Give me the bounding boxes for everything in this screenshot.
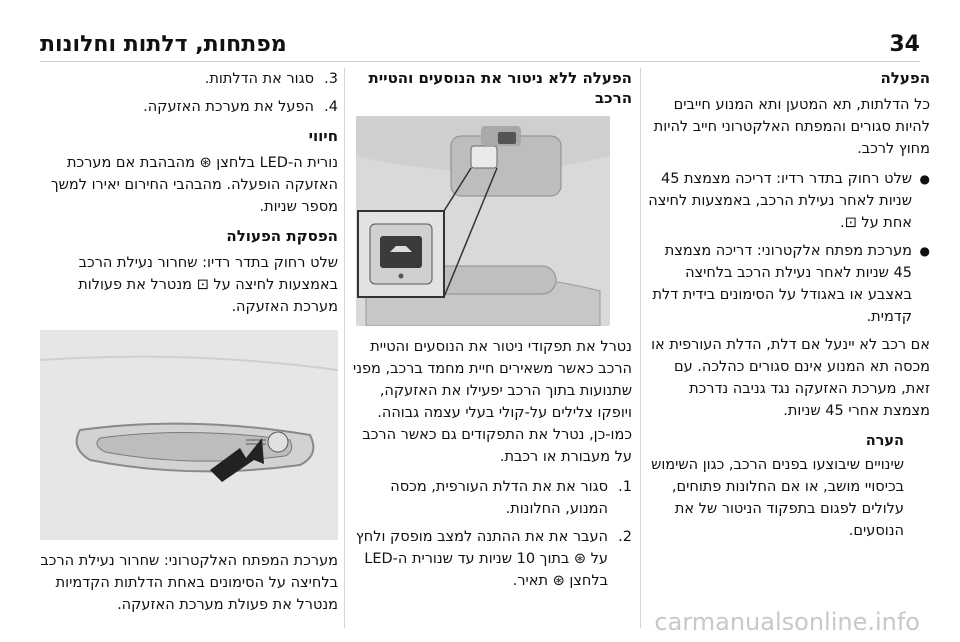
left-column [40, 68, 338, 624]
watermark: carmanualsonline.info [654, 608, 920, 636]
step-item [40, 96, 338, 118]
paragraph: נורית ה-LED בלחצן ⊛ מהבהבת אם מערכת האזעקה הופעלה. מהבהבי החירום יאירו למשך מספר שניות. [50, 155, 338, 215]
column-divider [344, 68, 345, 628]
bullet-list [648, 168, 930, 328]
step-number: 4. [324, 99, 338, 115]
section-title: הפעלה ללא ניטור את הנוסעים והטיית הרכב [368, 69, 632, 107]
bullet-item: ● שלט רחוק בתדר רדיו: דריכה מצמצת 45 שניות לאחר נעילת הרכב, באמצעות לחיצה אחת על ⊡. [648, 168, 930, 234]
console-drawing [356, 116, 610, 326]
section-title: הפסקת הפעולה [226, 227, 338, 245]
page-title: מפתחות, דלתות וחלונות [40, 32, 287, 57]
section-title: הפעלה [880, 69, 930, 87]
step-text: הפעל את מערכת האזעקה. [143, 99, 314, 115]
step-list [40, 68, 338, 118]
paragraph: שלט רחוק בתדר רדיו: שחרור נעילת הרכב באמצעות לחיצה על ⊡ מנטרל את פעולות מערכת האזעקה. [78, 255, 338, 315]
step-text: העבר את את ההתנה למצב מופסק ולחץ על ⊛ בתוך 10 שניות עד שנורית ה-LED בלחצן ⊛ תאיר. [355, 529, 608, 589]
paragraph: נטרל את תפקודי ניטור את הנוסעים והטיית הרכב כאשר משאירים חיית מחמד ברכב, מפני שתנועות בתוך הרכב יפעילו את האזעקה, ויופקו צלילים על-קולי בעלי עצמה גבוהה. כמו-כן, נטרל את התפקודים גם כאשר הרכב על מעבורת או רכבת. [352, 339, 632, 465]
step-item [40, 68, 338, 90]
step-item [350, 476, 632, 520]
column-divider [640, 68, 641, 628]
step-number: 2. [618, 529, 632, 545]
middle-column [350, 68, 632, 600]
step-number: 3. [324, 71, 338, 87]
right-column [648, 68, 930, 550]
step-number: 1. [618, 479, 632, 495]
bullet-item: ● מערכת מפתח אלקטרוני: דריכה מצמצת 45 שניות לאחר נעילת הרכב בלחיצה באצבע או באגודל על הסימונים בידית דלת קדמית. [648, 240, 930, 328]
door-handle-illustration [40, 330, 338, 540]
step-text: סגור את הדלתות. [204, 71, 314, 87]
step-list [350, 476, 632, 592]
step-text: סגור את את הדלת העורפית, מכסה המנוע, החלונות. [390, 479, 608, 517]
note [648, 430, 930, 542]
step-item [350, 526, 632, 592]
note-title: הערה [865, 433, 904, 449]
paragraph: אם רכב לא יינעל אם דלת, הדלת העורפית או מכסה תא המנוע אינם סגורים כהלכה. עם זאת, מערכת האזעקה נגד גניבה נדרכת מצמצת אחרי 45 שניות. [651, 337, 930, 419]
door-handle-drawing [40, 330, 338, 540]
figure-caption: מערכת המפתח האלקטרוני: שחרור נעילת הרכב בלחיצה על הסימונים באחת הדלתות הקדמיות מנטרל את פעולת מערכת האזעקה. [40, 553, 338, 613]
section-title: חיווי [308, 127, 338, 145]
page-header [40, 22, 920, 62]
note-text: שינויים שיבוצעו בפנים הרכב, כגון השימוש בכיסויי מושב, או אם החלונות פתוחים, עלולים לפגום בתפקוד הניטור של את הנוסעים. [651, 457, 904, 539]
intro-paragraph: כל הדלתות, תא המטען ותא המנוע חייבים להיות סגורים והמפתח האלקטרוני חייב להיות מחוץ לרכב. [653, 97, 930, 157]
page-number: 34 [889, 32, 920, 57]
interior-console-illustration [356, 116, 610, 326]
